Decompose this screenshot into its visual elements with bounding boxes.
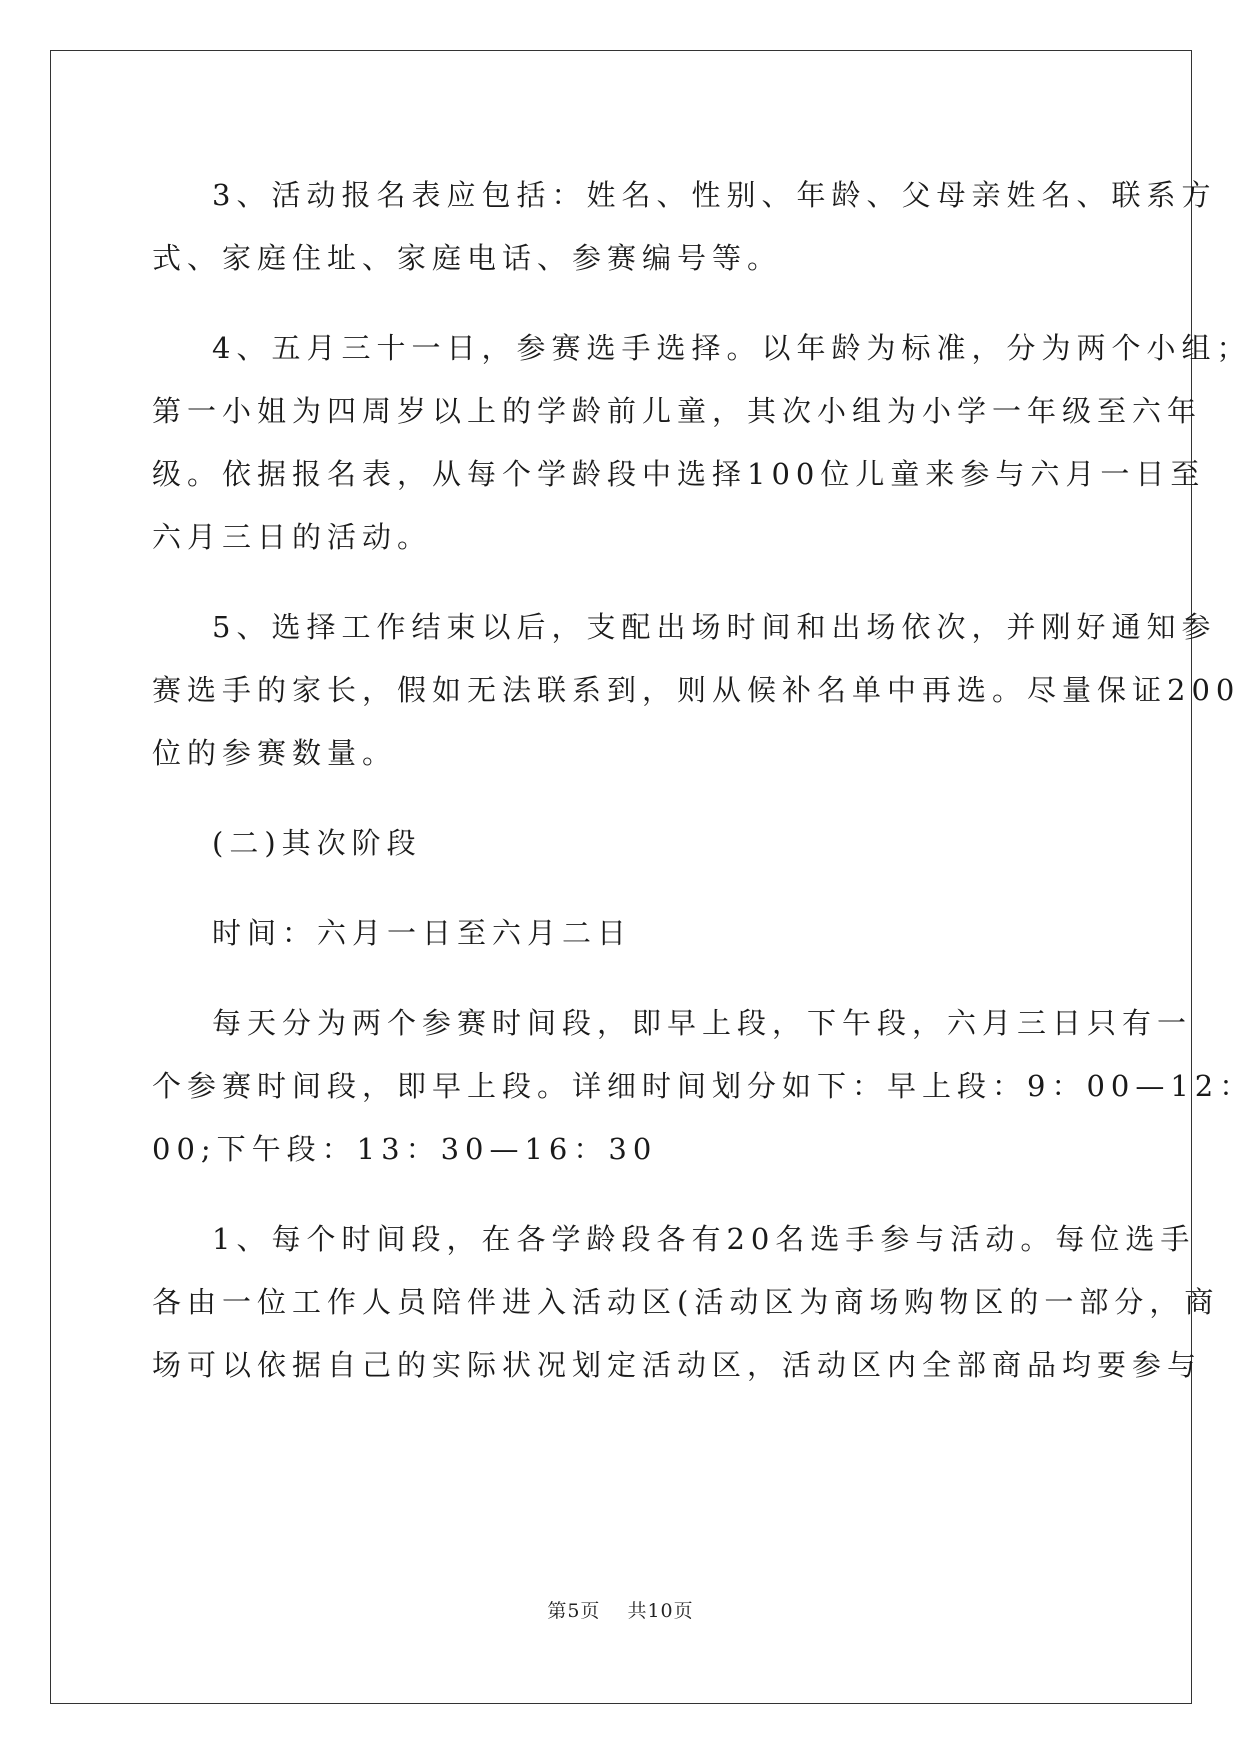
- schedule-line-2: 个参赛时间段，即早上段。详细时间划分如下：早上段：9：00—12：: [152, 1069, 1254, 1103]
- time-line: 时间：六月一日至六月二日: [212, 916, 633, 950]
- page-number: 第5页: [547, 1600, 601, 1622]
- section-heading: (二)其次阶段: [212, 826, 422, 860]
- item-1-line-3: 场可以依据自己的实际状况划定活动区，活动区内全部商品均要参与: [152, 1348, 1203, 1382]
- paragraph-4-line-3: 级。依据报名表，从每个学龄段中选择100位儿童来参与六月一日至: [152, 457, 1206, 491]
- item-1-line-1: 1、每个时间段，在各学龄段各有20名选手参与活动。每位选手: [212, 1222, 1196, 1256]
- paragraph-3-line-2: 式、家庭住址、家庭电话、参赛编号等。: [152, 241, 783, 275]
- paragraph-4-line-4: 六月三日的活动。: [152, 520, 433, 554]
- schedule-line-1: 每天分为两个参赛时间段，即早上段，下午段，六月三日只有一: [212, 1006, 1193, 1040]
- page-footer: [0, 1596, 1241, 1623]
- paragraph-3-line-1: 3、活动报名表应包括：姓名、性别、年龄、父母亲姓名、联系方: [212, 178, 1217, 212]
- page-total: 共10页: [627, 1600, 694, 1622]
- paragraph-4-line-1: 4、五月三十一日，参赛选手选择。以年龄为标准，分为两个小组；: [212, 331, 1252, 365]
- paragraph-5-line-1: 5、选择工作结束以后，支配出场时间和出场依次，并刚好通知参: [212, 610, 1217, 644]
- paragraph-4-line-2: 第一小姐为四周岁以上的学龄前儿童，其次小组为小学一年级至六年: [152, 394, 1203, 428]
- item-1-line-2: 各由一位工作人员陪伴进入活动区(活动区为商场购物区的一部分，商: [152, 1285, 1220, 1319]
- paragraph-5-line-2: 赛选手的家长，假如无法联系到，则从候补名单中再选。尽量保证200: [152, 673, 1241, 707]
- document-body: [152, 164, 1254, 1397]
- paragraph-5-line-3: 位的参赛数量。: [152, 736, 398, 770]
- schedule-line-3: 00;下午段：13：30—16：30: [152, 1132, 658, 1166]
